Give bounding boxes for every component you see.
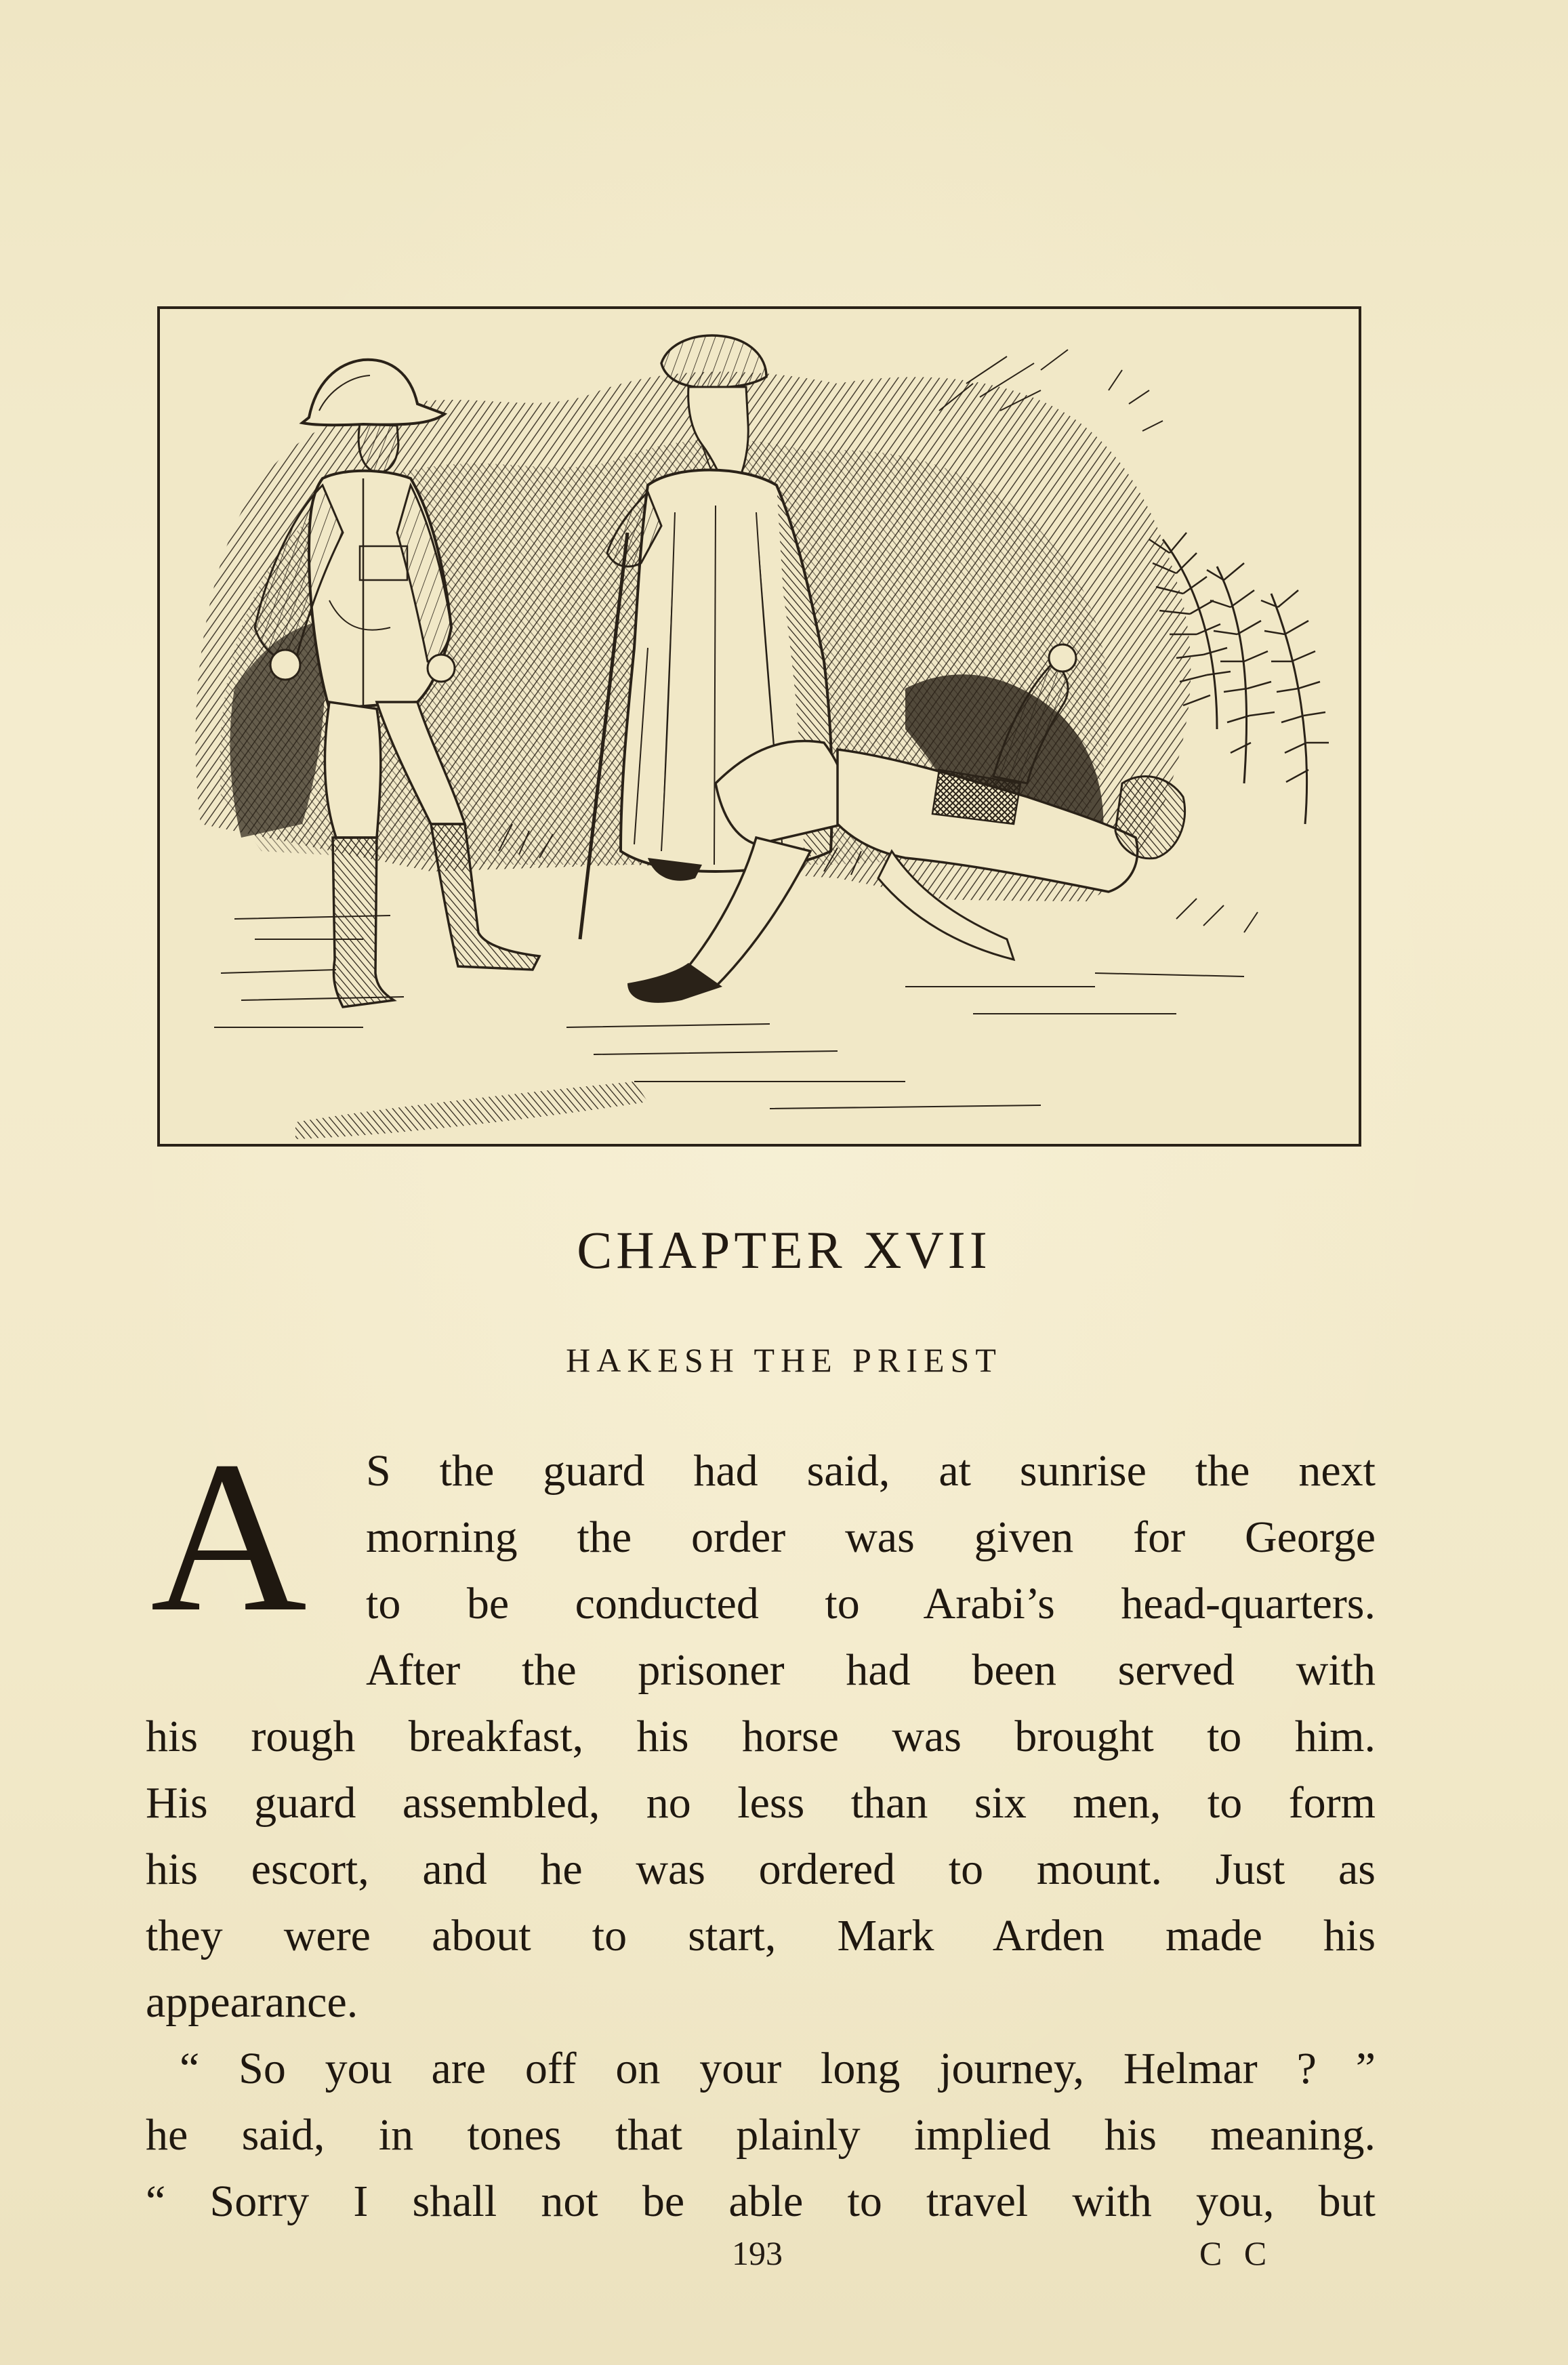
text-line-9: appearance. — [146, 1977, 358, 2027]
text-line-11: he said, in tones that plainly implied his meaning. — [146, 2110, 1376, 2160]
text-line-10: “ So you are off on your long journey, Helmar ? ” — [180, 2044, 1376, 2093]
etching-illustration-icon — [160, 309, 1359, 1144]
chapter-subtitle: HAKESH THE PRIEST — [566, 1341, 1002, 1379]
text-line-1: S the guard had said, at sunrise the next — [366, 1446, 1376, 1496]
text-line-6: His guard assembled, no less than six men, to form — [146, 1778, 1376, 1828]
chapter-title: CHAPTER XVII — [577, 1220, 991, 1279]
text-line-3: to be conducted to Arabi’s head-quarters. — [366, 1579, 1376, 1628]
text-line-4: After the prisoner had been served with — [366, 1645, 1376, 1695]
text-line-7: his escort, and he was ordered to mount. Just as — [146, 1845, 1376, 1894]
page-number: 193 — [732, 2234, 783, 2272]
drop-cap: A — [150, 1417, 308, 1657]
text-line-8: they were about to start, Mark Arden made his — [146, 1911, 1376, 1960]
text-line-5: his rough breakfast, his horse was brought to him. — [146, 1712, 1376, 1761]
text-line-2: morning the order was given for George — [366, 1513, 1376, 1562]
signature-mark: C C — [1199, 2234, 1274, 2272]
text-line-12: “ Sorry I shall not be able to travel with you, but — [146, 2177, 1376, 2226]
chapter-illustration — [157, 306, 1361, 1147]
